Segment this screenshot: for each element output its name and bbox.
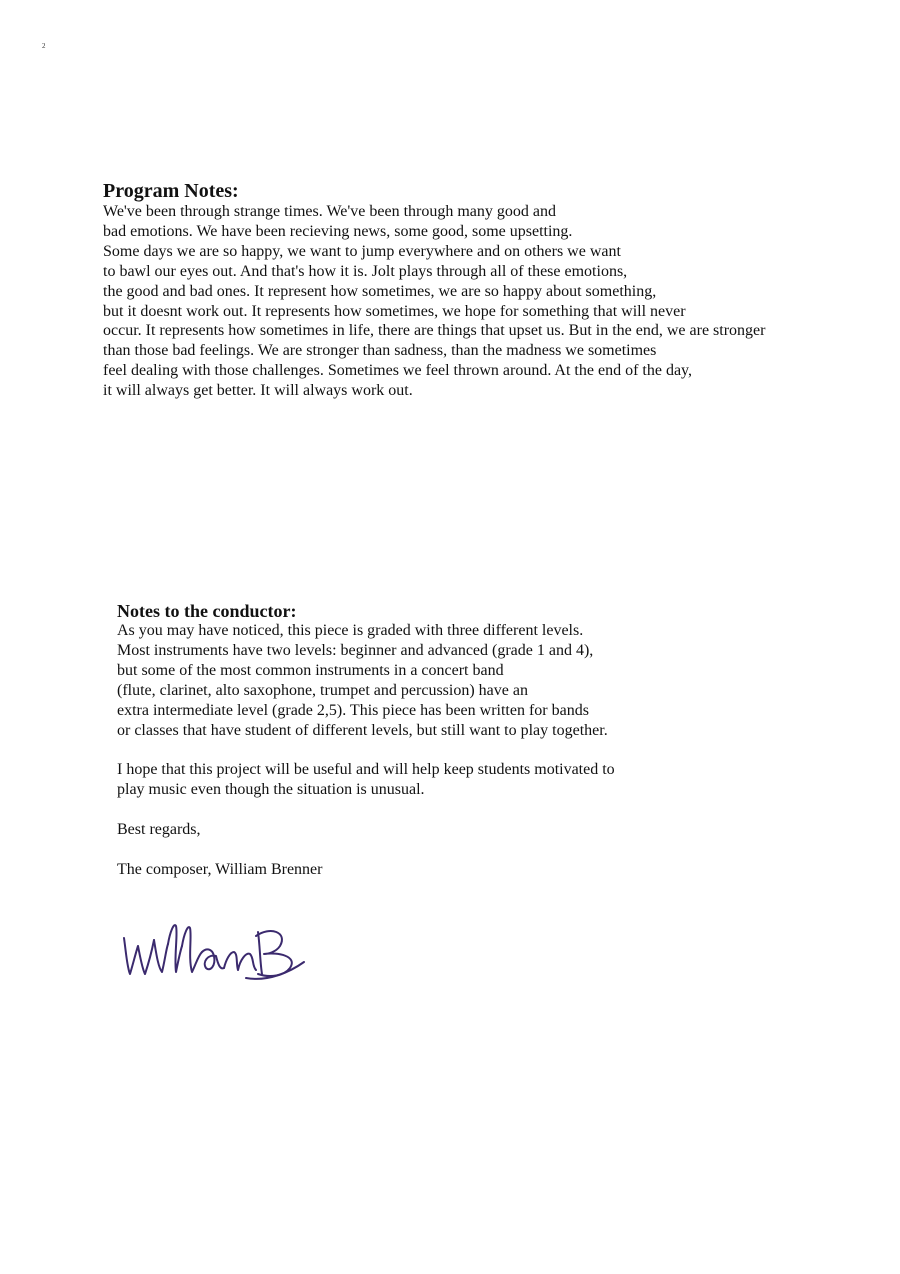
program-notes-line: it will always get better. It will always work out. (103, 382, 413, 400)
conductor-notes-line: I hope that this project will be useful and will help keep students motivated to (117, 761, 615, 779)
program-notes-line: feel dealing with those challenges. Sometimes we feel thrown around. At the end of the day, (103, 362, 693, 380)
program-notes-line: to bawl our eyes out. And that's how it is. Jolt plays through all of these emotions, (103, 262, 628, 280)
program-notes-line: bad emotions. We have been recieving news, some good, some upsetting. (103, 222, 573, 240)
program-notes-line: occur. It represents how sometimes in life, there are things that upset us. But in the end, we are stronger (103, 322, 766, 340)
program-notes-heading: Program Notes: (103, 180, 239, 202)
program-notes-line: but it doesnt work out. It represents how sometimes, we hope for something that will never (103, 302, 686, 320)
handwritten-signature-icon (118, 912, 318, 992)
conductor-notes-line: extra intermediate level (grade 2,5). This piece has been written for bands (117, 701, 589, 719)
conductor-notes-line: or classes that have student of different levels, but still want to play together. (117, 721, 608, 739)
program-notes-body (103, 202, 863, 401)
conductor-notes-line: play music even though the situation is unusual. (117, 781, 425, 799)
conductor-notes-paragraph-1 (117, 621, 817, 740)
program-notes-line: than those bad feelings. We are stronger than sadness, than the madness we sometimes (103, 342, 657, 360)
conductor-notes-line: Most instruments have two levels: beginner and advanced (grade 1 and 4), (117, 641, 594, 659)
signoff-paragraph (117, 860, 817, 880)
conductor-notes-heading: Notes to the conductor: (117, 601, 297, 621)
closing-text: Best regards, (117, 821, 201, 839)
closing-paragraph (117, 820, 817, 840)
conductor-notes-line: As you may have noticed, this piece is graded with three different levels. (117, 622, 584, 639)
composer-signoff: The composer, William Brenner (117, 860, 323, 878)
program-notes-line: We've been through strange times. We've been through many good and (103, 203, 556, 220)
conductor-notes-line: but some of the most common instruments in a concert band (117, 661, 504, 679)
conductor-notes-section (117, 601, 817, 880)
program-notes-line: the good and bad ones. It represent how sometimes, we are so happy about something, (103, 282, 657, 300)
conductor-notes-paragraph-2 (117, 760, 817, 800)
program-notes-line: Some days we are so happy, we want to jump everywhere and on others we want (103, 242, 621, 260)
page-number: 2 (42, 42, 46, 50)
conductor-notes-line: (flute, clarinet, alto saxophone, trumpet and percussion) have an (117, 681, 528, 699)
program-notes-section (103, 180, 863, 401)
